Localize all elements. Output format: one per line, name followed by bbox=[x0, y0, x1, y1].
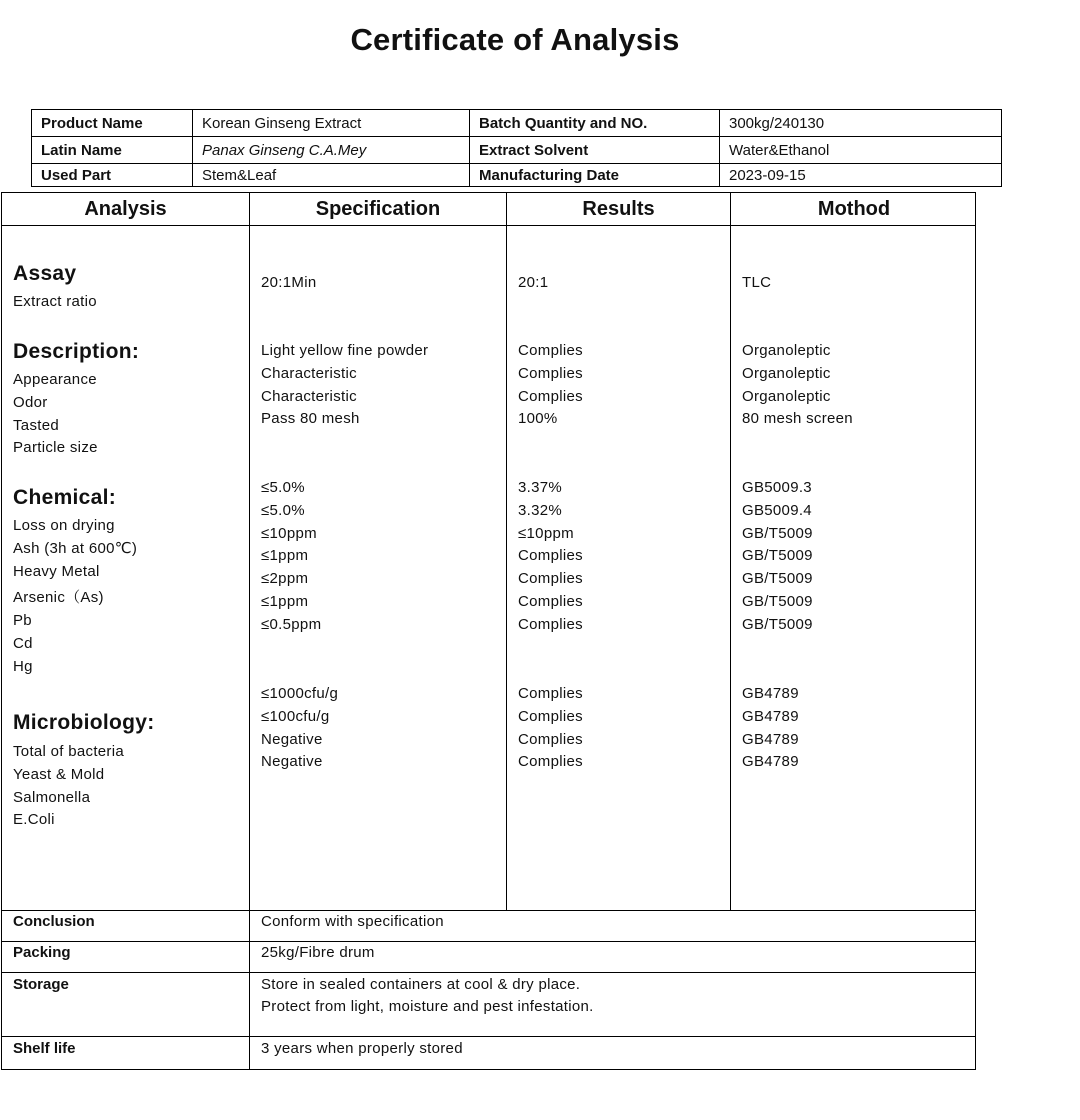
storage-value bbox=[261, 974, 594, 1018]
section-description-title: Description: bbox=[13, 340, 140, 363]
result-value: 100% bbox=[518, 410, 558, 428]
method-value: Organoleptic bbox=[742, 387, 831, 405]
product-info-table bbox=[31, 109, 1002, 187]
method-value: GB5009.4 bbox=[742, 501, 812, 519]
description-spec bbox=[261, 340, 428, 431]
method-value: GB/T5009 bbox=[742, 524, 813, 542]
solvent-label: Extract Solvent bbox=[470, 137, 720, 164]
spec-value: Light yellow fine powder bbox=[261, 342, 429, 359]
column-divider bbox=[249, 193, 250, 1070]
page-title: Certificate of Analysis bbox=[350, 22, 680, 57]
header-results: Results bbox=[582, 198, 655, 220]
section-microbiology-title: Microbiology: bbox=[13, 711, 155, 734]
method-value: GB/T5009 bbox=[742, 547, 813, 565]
analysis-item: Odor bbox=[13, 393, 48, 411]
spec-value: ≤1000cfu/g bbox=[261, 685, 339, 702]
method-value: Organoleptic bbox=[742, 364, 831, 382]
result-value: Complies bbox=[518, 707, 583, 725]
method-value: GB4789 bbox=[742, 685, 799, 702]
result-value: 20:1 bbox=[518, 274, 549, 291]
analysis-item: Appearance bbox=[13, 371, 97, 388]
row-divider bbox=[2, 941, 975, 942]
analysis-item: Extract ratio bbox=[13, 293, 97, 310]
analysis-item: Hg bbox=[13, 657, 33, 675]
shelf-life-label: Shelf life bbox=[13, 1040, 76, 1057]
spec-value: 20:1Min bbox=[261, 274, 317, 291]
analysis-item: Yeast & Mold bbox=[13, 765, 105, 783]
spec-value: ≤10ppm bbox=[261, 524, 317, 542]
info-row bbox=[32, 164, 1002, 187]
result-value: ≤10ppm bbox=[518, 524, 574, 542]
result-value: Complies bbox=[518, 570, 583, 588]
batch-label: Batch Quantity and NO. bbox=[470, 110, 720, 137]
product-name-value: Korean Ginseng Extract bbox=[193, 110, 470, 137]
spec-value: Negative bbox=[261, 753, 323, 771]
method-value: GB4789 bbox=[742, 707, 799, 725]
analysis-item: Particle size bbox=[13, 439, 98, 457]
spec-value: ≤2ppm bbox=[261, 570, 309, 588]
row-divider bbox=[2, 972, 975, 973]
result-value: 3.37% bbox=[518, 479, 563, 496]
section-chemical-title: Chemical: bbox=[13, 486, 117, 509]
method-value: GB4789 bbox=[742, 753, 799, 771]
spec-value: Characteristic bbox=[261, 387, 357, 405]
analysis-item: Heavy Metal bbox=[13, 562, 100, 580]
column-divider bbox=[730, 193, 731, 911]
method-value: GB/T5009 bbox=[742, 570, 813, 588]
result-value: Complies bbox=[518, 615, 583, 633]
section-assay-title: Assay bbox=[13, 262, 77, 285]
spec-value: ≤5.0% bbox=[261, 479, 305, 496]
spec-value: Pass 80 mesh bbox=[261, 410, 360, 428]
spec-value: ≤5.0% bbox=[261, 501, 305, 519]
batch-value: 300kg/240130 bbox=[720, 110, 1002, 137]
storage-label: Storage bbox=[13, 976, 69, 993]
method-value: Organoleptic bbox=[742, 342, 831, 359]
used-part-value: Stem&Leaf bbox=[193, 164, 470, 187]
method-value: GB5009.3 bbox=[742, 479, 812, 496]
analysis-item: Ash (3h at 600℃) bbox=[13, 539, 138, 557]
result-value: 3.32% bbox=[518, 501, 563, 519]
result-value: Complies bbox=[518, 387, 583, 405]
method-value: GB/T5009 bbox=[742, 615, 813, 633]
conclusion-value: Conform with specification bbox=[261, 913, 444, 930]
microbiology-method bbox=[742, 683, 799, 774]
description-results bbox=[518, 340, 583, 431]
info-row bbox=[32, 137, 1002, 164]
chemical-spec bbox=[261, 477, 321, 637]
analysis-item: Salmonella bbox=[13, 788, 91, 806]
method-value: TLC bbox=[742, 274, 772, 291]
result-value: Complies bbox=[518, 753, 583, 771]
spec-value: Characteristic bbox=[261, 364, 357, 382]
info-row bbox=[32, 110, 1002, 137]
spec-value: Negative bbox=[261, 730, 323, 748]
analysis-item: E.Coli bbox=[13, 811, 55, 829]
description-method bbox=[742, 340, 853, 431]
chemical-results bbox=[518, 477, 583, 637]
latin-name-value: Panax Ginseng C.A.Mey bbox=[193, 137, 470, 164]
header-analysis: Analysis bbox=[84, 198, 167, 220]
analysis-item: Loss on drying bbox=[13, 517, 115, 534]
description-items bbox=[13, 369, 98, 460]
analysis-table bbox=[1, 192, 976, 1070]
analysis-item: Arsenic（As) bbox=[13, 589, 104, 607]
used-part-label: Used Part bbox=[32, 164, 193, 187]
spec-value: ≤100cfu/g bbox=[261, 707, 330, 725]
microbiology-spec bbox=[261, 683, 338, 774]
shelf-life-value: 3 years when properly stored bbox=[261, 1040, 463, 1057]
row-divider bbox=[2, 225, 975, 226]
mfg-date-label: Manufacturing Date bbox=[470, 164, 720, 187]
chemical-items bbox=[13, 515, 137, 679]
chemical-method bbox=[742, 477, 813, 637]
analysis-item: Pb bbox=[13, 612, 32, 630]
result-value: Complies bbox=[518, 730, 583, 748]
latin-name-label: Latin Name bbox=[32, 137, 193, 164]
spec-value: ≤1ppm bbox=[261, 547, 309, 565]
packing-value: 25kg/Fibre drum bbox=[261, 944, 375, 961]
result-value: Complies bbox=[518, 685, 583, 702]
row-divider bbox=[2, 1036, 975, 1037]
header-specification: Specification bbox=[315, 198, 441, 220]
spec-value: ≤1ppm bbox=[261, 592, 309, 610]
result-value: Complies bbox=[518, 592, 583, 610]
row-divider bbox=[2, 910, 975, 911]
result-value: Complies bbox=[518, 342, 583, 359]
microbiology-items bbox=[13, 741, 124, 832]
conclusion-label: Conclusion bbox=[13, 913, 95, 930]
storage-line: Store in sealed containers at cool & dry place. bbox=[261, 976, 581, 993]
result-value: Complies bbox=[518, 364, 583, 382]
packing-label: Packing bbox=[13, 944, 71, 961]
method-value: GB/T5009 bbox=[742, 592, 813, 610]
solvent-value: Water&Ethanol bbox=[720, 137, 1002, 164]
column-divider bbox=[506, 193, 507, 911]
storage-line: Protect from light, moisture and pest infestation. bbox=[261, 998, 594, 1015]
product-name-label: Product Name bbox=[32, 110, 193, 137]
header-method: Mothod bbox=[817, 198, 891, 220]
method-value: GB4789 bbox=[742, 730, 799, 748]
method-value: 80 mesh screen bbox=[742, 410, 853, 428]
analysis-item: Cd bbox=[13, 634, 33, 652]
spec-value: ≤0.5ppm bbox=[261, 615, 322, 633]
analysis-item: Total of bacteria bbox=[13, 743, 124, 760]
analysis-item: Tasted bbox=[13, 416, 59, 434]
mfg-date-value: 2023-09-15 bbox=[720, 164, 1002, 187]
result-value: Complies bbox=[518, 547, 583, 565]
microbiology-results bbox=[518, 683, 583, 774]
